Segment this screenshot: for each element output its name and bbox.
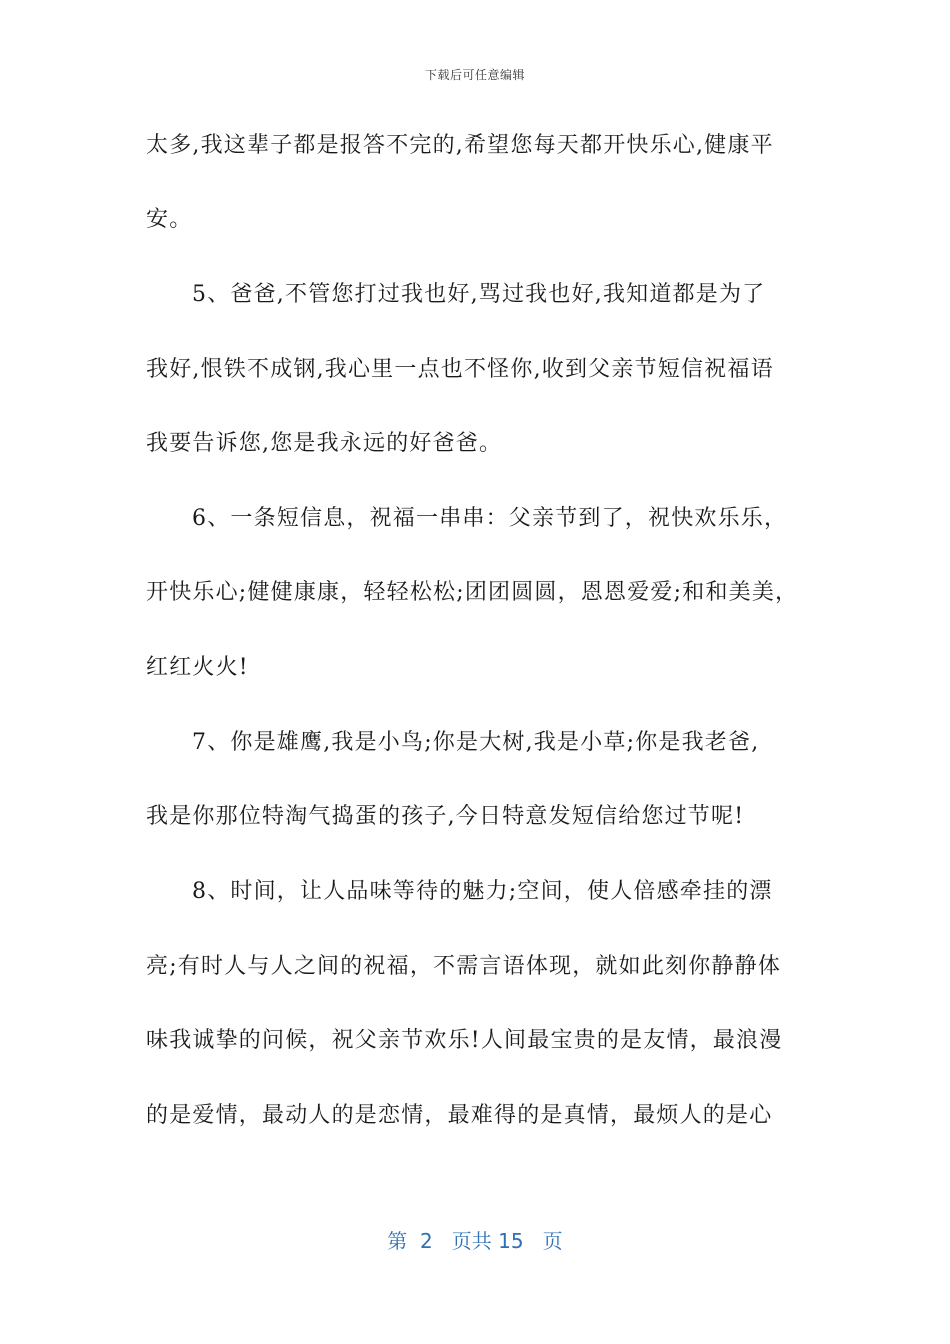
text-line: 的是爱情，最动人的是恋情，最难得的是真情，最烦人的是心 [146,1103,773,1128]
text-line: 我好,恨铁不成钢,我心里一点也不怪你,收到父亲节短信祝福语 [146,357,774,382]
text-line: 安。 [146,207,193,232]
text-line: 7、你是雄鹰,我是小鸟;你是大树,我是小草;你是我老爸, [192,730,760,755]
text-line: 我是你那位特淘气捣蛋的孩子,今日特意发短信给您过节呢! [146,804,745,829]
text-line: 味我诚挚的问候，祝父亲节欢乐!人间最宝贵的是友情，最浪漫 [146,1028,783,1053]
text-line: 5、爸爸,不管您打过我也好,骂过我也好,我知道都是为了 [192,282,766,307]
text-line: 红红火火! [146,655,249,680]
page-number-footer: 第 2 页共 15 页 [387,1229,563,1253]
text-line: 我要告诉您,您是我永远的好爸爸。 [146,431,503,456]
text-line: 亮;有时人与人之间的祝福，不需言语体现，就如此刻你静静体 [146,954,782,979]
page-header: 下载后可任意编辑 [424,68,525,82]
text-line: 6、一条短信息，祝福一串串：父亲节到了，祝快欢乐乐， [192,506,788,531]
text-line: 开快乐心;健健康康，轻轻松松;团团圆圆，恩恩爱爱;和和美美， [146,580,799,605]
text-line: 太多,我这辈子都是报答不完的,希望您每天都开快乐心,健康平 [146,133,774,158]
text-line: 8、时间，让人品味等待的魅力;空间，使人倍感牵挂的漂 [192,879,773,904]
